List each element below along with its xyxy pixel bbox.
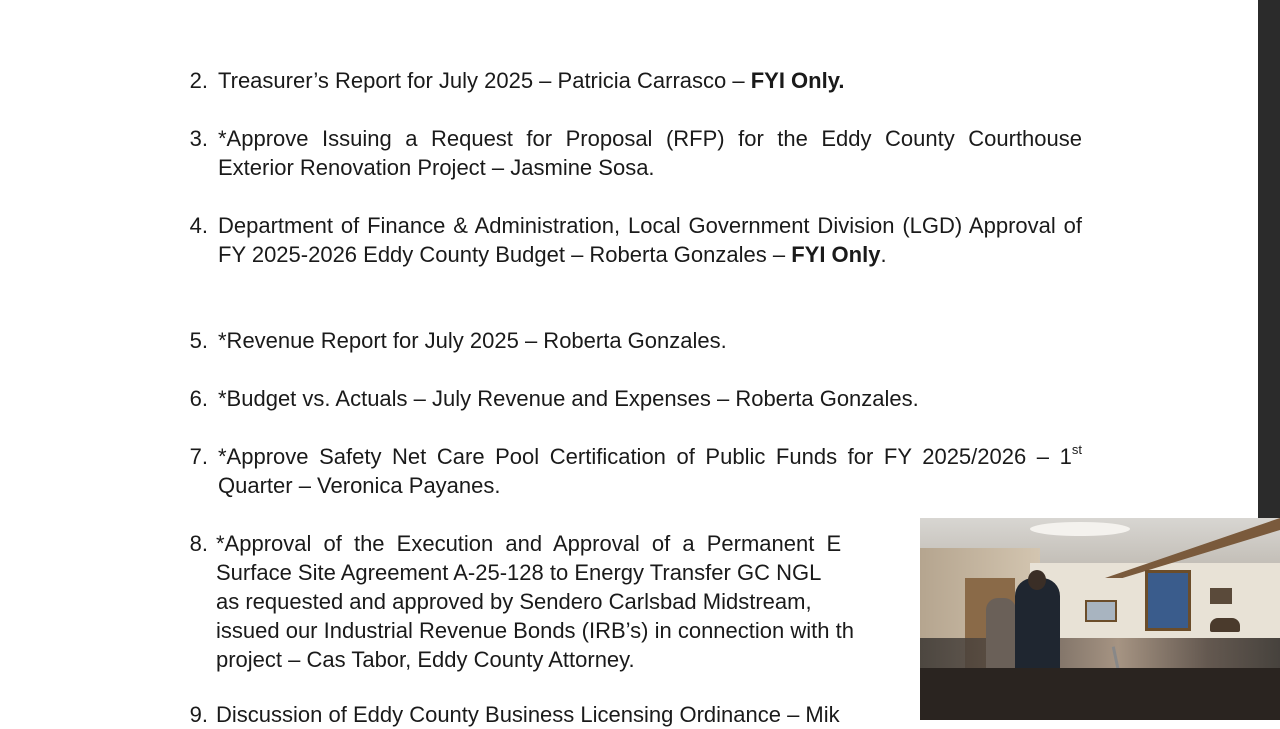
agenda-text: *Budget vs. Actuals – July Revenue and Expenses – Roberta Gonzales. (218, 386, 919, 411)
agenda-text-line4: issued our Industrial Revenue Bonds (IRB’s) in connection with th (216, 618, 854, 643)
agenda-number: 3. (189, 126, 208, 151)
agenda-text-line3: as requested and approved by Sendero Carlsbad Midstream, (216, 589, 812, 614)
agenda-text: Treasurer’s Report for July 2025 – Patricia Carrasco – FYI Only. (218, 68, 845, 93)
agenda-number: 8. (189, 531, 208, 556)
agenda-text-line5: project – Cas Tabor, Eddy County Attorney. (216, 647, 635, 672)
agenda-text: Discussion of Eddy County Business Licensing Ordinance – Mik (216, 702, 840, 727)
wall-painting-small (1085, 600, 1117, 622)
agenda-text: Department of Finance & Administration, Local Government Division (LGD) Approval of FY 2025-2026 Eddy County Budget – Roberta Gonzales – FYI Only. (218, 213, 1082, 267)
dais-desk (920, 668, 1280, 720)
wall-painting-large (1145, 570, 1191, 631)
agenda-text: *Approve Issuing a Request for Proposal (RFP) for the Eddy County Courthouse Exterior Renovation Project – Jasmine Sosa. (218, 126, 1082, 180)
wall-frame (1210, 588, 1232, 604)
agenda-number: 4. (189, 213, 208, 238)
person-with-hat (1210, 618, 1240, 632)
man-head (1028, 570, 1046, 590)
agenda-text-line1: *Approval of the Execution and Approval of a Permanent E (216, 531, 842, 556)
agenda-text-line2: Surface Site Agreement A-25-128 to Energy Transfer GC NGL (216, 560, 822, 585)
agenda-number: 2. (189, 68, 208, 93)
webcam-video-overlay[interactable] (920, 518, 1280, 720)
agenda-number: 9. (189, 702, 208, 727)
agenda-number: 7. (189, 444, 208, 469)
agenda-number: 5. (189, 328, 208, 353)
agenda-text: *Approve Safety Net Care Pool Certification of Public Funds for FY 2025/2026 – 1st Quarter – Veronica Payanes. (218, 441, 1082, 498)
ceiling-light (1030, 522, 1130, 536)
agenda-number: 6. (189, 386, 208, 411)
agenda-text: *Revenue Report for July 2025 – Roberta Gonzales. (218, 328, 727, 353)
